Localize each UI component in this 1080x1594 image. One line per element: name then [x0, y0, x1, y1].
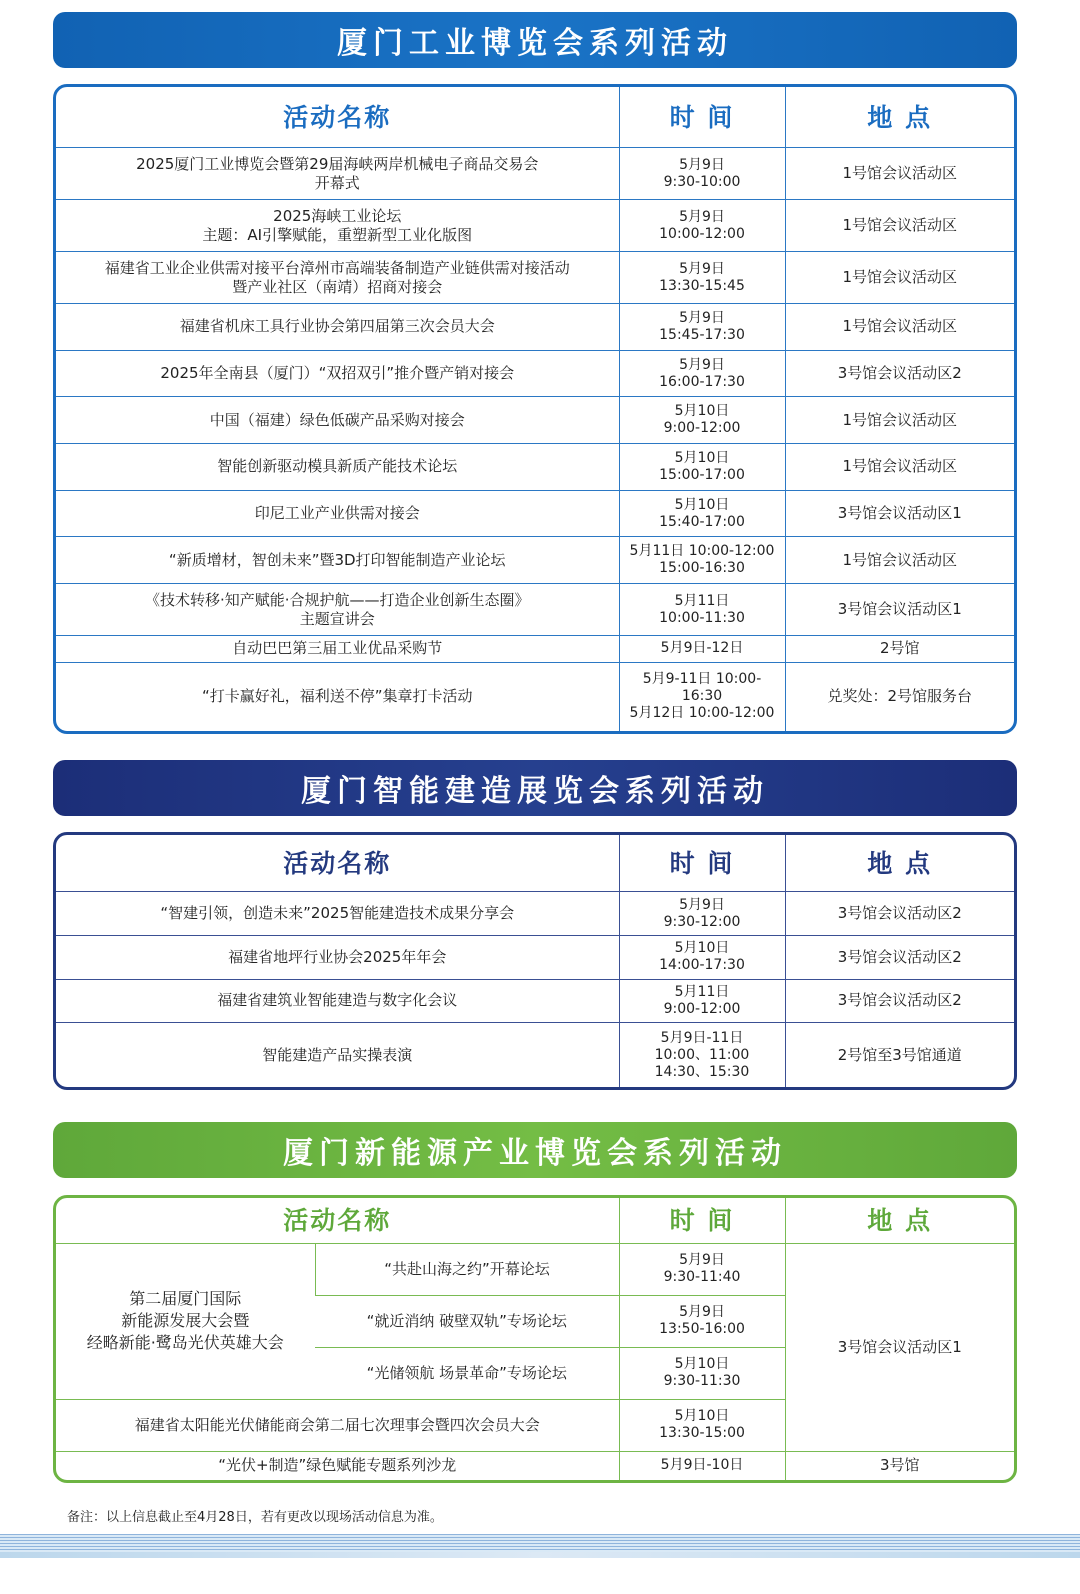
activity-time: 5月9-11日 10:00-16:30 5月12日 10:00-12:00	[619, 662, 785, 731]
activity-time: 5月9日-12日	[619, 636, 785, 663]
activity-time: 5月9日 13:30-15:45	[619, 252, 785, 304]
activity-time: 5月9日 9:30-11:40	[619, 1244, 785, 1296]
section-title-smart-construction: 厦门智能建造展览会系列活动	[53, 760, 1017, 816]
activity-name: 2025年全南县（厦门）“双招双引”推介暨产销对接会	[56, 350, 619, 397]
table-row	[56, 148, 1014, 200]
activity-name: “新质增材，智创未来”暨3D打印智能制造产业论坛	[56, 537, 619, 584]
table-row	[56, 304, 1014, 351]
activity-place: 3号馆会议活动区1	[785, 1244, 1014, 1452]
activity-name: “打卡赢好礼，福利送不停”集章打卡活动	[56, 662, 619, 731]
table-header-row	[56, 835, 1014, 892]
activity-time: 5月9日 16:00-17:30	[619, 350, 785, 397]
activity-place: 1号馆会议活动区	[785, 537, 1014, 584]
activity-place: 1号馆会议活动区	[785, 200, 1014, 252]
decorative-stripes	[0, 1534, 1080, 1552]
activity-name: 《技术转移·知产赋能·合规护航——打造企业创新生态圈》 主题宣讲会	[56, 584, 619, 636]
header-activity-name: 活动名称	[283, 848, 392, 878]
activity-name: 福建省地坪行业协会2025年年会	[56, 935, 619, 979]
header-place: 地 点	[785, 835, 1014, 892]
activity-time: 5月11日 10:00-11:30	[619, 584, 785, 636]
activity-place: 1号馆会议活动区	[785, 397, 1014, 444]
activity-place: 1号馆会议活动区	[785, 304, 1014, 351]
activity-name: 印尼工业产业供需对接会	[56, 490, 619, 537]
table-row	[56, 1451, 1014, 1480]
table-row	[56, 1244, 1014, 1296]
header-activity-name: 活动名称	[283, 1206, 392, 1235]
activity-time: 5月10日 15:40-17:00	[619, 490, 785, 537]
activity-name: “就近消纳 破壁双轨”专场论坛	[315, 1295, 619, 1347]
activity-place: 3号馆	[785, 1451, 1014, 1480]
activity-time: 5月9日 10:00-12:00	[619, 200, 785, 252]
table-row	[56, 490, 1014, 537]
activity-name: 2025厦门工业博览会暨第29届海峡两岸机械电子商品交易会 开幕式	[56, 148, 619, 200]
header-time: 时 间	[619, 87, 785, 148]
table-row	[56, 584, 1014, 636]
activity-time: 5月9日 9:30-12:00	[619, 892, 785, 936]
activity-name: 福建省建筑业智能建造与数字化会议	[56, 979, 619, 1023]
activity-time: 5月9日 13:50-16:00	[619, 1295, 785, 1347]
conference-group-name: 第二届厦门国际 新能源发展大会暨 经略新能·鹭岛光伏英雄大会	[56, 1244, 315, 1400]
smart-construction-table	[53, 832, 1017, 1090]
industrial-expo-table	[53, 84, 1017, 734]
activity-time: 5月10日 13:30-15:00	[619, 1399, 785, 1451]
activity-time: 5月9日-10日	[619, 1451, 785, 1480]
activity-time: 5月9日 15:45-17:30	[619, 304, 785, 351]
header-activity-name: 活动名称	[283, 102, 392, 132]
activity-time: 5月11日 10:00-12:00 15:00-16:30	[619, 537, 785, 584]
activity-name: 智能建造产品实操表演	[56, 1023, 619, 1087]
table-row	[56, 636, 1014, 663]
table-header-row	[56, 1198, 1014, 1244]
table-row	[56, 350, 1014, 397]
header-place: 地 点	[785, 87, 1014, 148]
activity-time: 5月10日 14:00-17:30	[619, 935, 785, 979]
table-row	[56, 397, 1014, 444]
table-row	[56, 662, 1014, 731]
table-row	[56, 979, 1014, 1023]
activity-time: 5月11日 9:00-12:00	[619, 979, 785, 1023]
activity-place: 2号馆至3号馆通道	[785, 1023, 1014, 1087]
section-title-industrial-expo: 厦门工业博览会系列活动	[53, 12, 1017, 68]
activity-place: 3号馆会议活动区1	[785, 490, 1014, 537]
footnote: 备注：以上信息截止至4月28日，若有更改以现场活动信息为准。	[67, 1510, 443, 1525]
header-time: 时 间	[619, 1198, 785, 1244]
activity-time: 5月10日 9:30-11:30	[619, 1347, 785, 1399]
activity-time: 5月9日-11日 10:00、11:00 14:30、15:30	[619, 1023, 785, 1087]
activity-name: 福建省工业企业供需对接平台漳州市高端装备制造产业链供需对接活动 暨产业社区（南靖）招商对接会	[56, 252, 619, 304]
table-row	[56, 444, 1014, 491]
activity-name: 福建省太阳能光伏储能商会第二届七次理事会暨四次会员大会	[56, 1399, 619, 1451]
section-title-new-energy: 厦门新能源产业博览会系列活动	[53, 1122, 1017, 1178]
activity-place: 3号馆会议活动区1	[785, 584, 1014, 636]
activity-name: “智建引领，创造未来”2025智能建造技术成果分享会	[56, 892, 619, 936]
table-row	[56, 892, 1014, 936]
activity-place: 3号馆会议活动区2	[785, 892, 1014, 936]
header-time: 时 间	[619, 835, 785, 892]
activity-place: 1号馆会议活动区	[785, 148, 1014, 200]
activity-time: 5月9日 9:30-10:00	[619, 148, 785, 200]
activity-name: “光伏+制造”绿色赋能专题系列沙龙	[56, 1451, 619, 1480]
activity-place: 3号馆会议活动区2	[785, 979, 1014, 1023]
activity-time: 5月10日 9:00-12:00	[619, 397, 785, 444]
activity-place: 3号馆会议活动区2	[785, 350, 1014, 397]
activity-name: 自动巴巴第三届工业优品采购节	[56, 636, 619, 663]
activity-name: 2025海峡工业论坛 主题：AI引擎赋能，重塑新型工业化版图	[56, 200, 619, 252]
activity-name: 智能创新驱动模具新质产能技术论坛	[56, 444, 619, 491]
activity-name: “光储领航 场景革命”专场论坛	[315, 1347, 619, 1399]
activity-time: 5月10日 15:00-17:00	[619, 444, 785, 491]
table-header-row	[56, 87, 1014, 148]
activity-name: 中国（福建）绿色低碳产品采购对接会	[56, 397, 619, 444]
table-row	[56, 537, 1014, 584]
table-row	[56, 935, 1014, 979]
activity-name: 福建省机床工具行业协会第四届第三次会员大会	[56, 304, 619, 351]
decorative-band	[0, 1552, 1080, 1558]
new-energy-table	[53, 1195, 1017, 1483]
activity-place: 3号馆会议活动区2	[785, 935, 1014, 979]
table-row	[56, 1023, 1014, 1087]
header-place: 地 点	[785, 1198, 1014, 1244]
table-row	[56, 200, 1014, 252]
table-row	[56, 252, 1014, 304]
activity-place: 2号馆	[785, 636, 1014, 663]
activity-place: 1号馆会议活动区	[785, 252, 1014, 304]
activity-place: 1号馆会议活动区	[785, 444, 1014, 491]
activity-place: 兑奖处：2号馆服务台	[785, 662, 1014, 731]
activity-name: “共赴山海之约”开幕论坛	[315, 1244, 619, 1296]
